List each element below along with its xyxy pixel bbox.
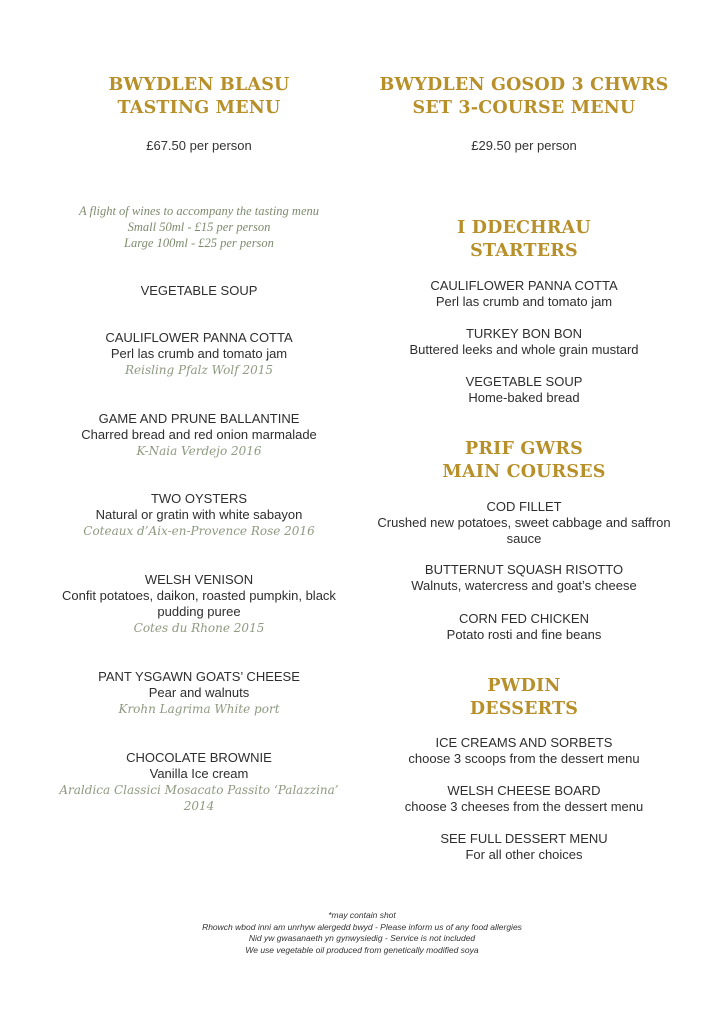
tasting-course (56, 330, 342, 378)
course-title: PANT YSGAWN GOATS’ CHEESE (98, 669, 300, 684)
tasting-course (56, 283, 342, 299)
item-title: ICE CREAMS AND SORBETS (435, 735, 613, 750)
menu-item (370, 783, 678, 815)
item-title: COD FILLET (486, 499, 562, 514)
course-wine-pairing: Coteaux d’Aix-en-Provence Rose 2016 (83, 524, 315, 538)
course-title: VEGETABLE SOUP (140, 283, 258, 298)
course-wine-pairing: K-Naia Verdejo 2016 (136, 444, 262, 458)
course-wine-pairing: Cotes du Rhone 2015 (133, 621, 265, 635)
item-title: TURKEY BON BON (465, 326, 583, 341)
main-courses-heading (370, 438, 678, 484)
menu-item (370, 499, 678, 547)
set-title-english: SET 3-COURSE MENU (412, 98, 636, 118)
tasting-course (34, 750, 364, 814)
footer-service-note: Nid yw gwasanaeth yn gynwysiedig - Service is not included (248, 933, 476, 943)
tasting-title-welsh: BWYDLEN BLASU (108, 75, 290, 95)
course-title: GAME AND PRUNE BALLANTINE (98, 411, 300, 426)
item-description: Walnuts, watercress and goat’s cheese (411, 578, 637, 593)
set-title-welsh: BWYDLEN GOSOD 3 CHWRS (379, 75, 669, 95)
course-title: WELSH VENISON (144, 572, 254, 587)
menu-item (370, 611, 678, 643)
course-title: TWO OYSTERS (150, 491, 248, 506)
tasting-title-english: TASTING MENU (117, 98, 281, 118)
menu-item (370, 562, 678, 594)
item-title: SEE FULL DESSERT MENU (440, 831, 608, 846)
section-title-welsh: PWDIN (487, 676, 561, 696)
menu-item (370, 326, 678, 358)
tasting-course (56, 411, 342, 459)
section-title-english: MAIN COURSES (442, 462, 606, 482)
wine-flight-small: Small 50ml - £15 per person (127, 220, 271, 234)
set-menu-price: £29.50 per person (471, 138, 577, 153)
item-description: choose 3 scoops from the dessert menu (408, 751, 640, 766)
tasting-course (58, 572, 340, 636)
section-title-welsh: PRIF GWRS (465, 439, 583, 459)
item-description: Crushed new potatoes, sweet cabbage and saffron sauce (377, 515, 671, 546)
item-title: VEGETABLE SOUP (465, 374, 583, 389)
course-description: Pear and walnuts (148, 685, 250, 700)
starters-heading (370, 217, 678, 263)
wine-flight-large: Large 100ml - £25 per person (124, 236, 274, 250)
desserts-heading (370, 675, 678, 721)
menu-item (370, 735, 678, 767)
footer-shot-note: *may contain shot (328, 910, 396, 920)
tasting-menu-heading (56, 74, 342, 120)
tasting-price: £67.50 per person (146, 138, 252, 153)
set-menu-heading (370, 74, 678, 120)
item-description: Perl las crumb and tomato jam (435, 294, 613, 309)
course-wine-pairing: Krohn Lagrima White port (118, 702, 280, 716)
wine-flight-note (56, 203, 342, 251)
item-title: BUTTERNUT SQUASH RISOTTO (424, 562, 624, 577)
course-description: Vanilla Ice cream (149, 766, 249, 781)
item-description: Home-baked bread (468, 390, 580, 405)
tasting-course (56, 669, 342, 717)
item-description: Buttered leeks and whole grain mustard (409, 342, 639, 357)
item-title: CAULIFLOWER PANNA COTTA (430, 278, 618, 293)
course-title: CHOCOLATE BROWNIE (126, 750, 272, 765)
footer-soya-note: We use vegetable oil produced from genetically modified soya (245, 944, 479, 955)
course-description: Perl las crumb and tomato jam (110, 346, 288, 361)
footer-allergy-note: Rhowch wbod inni am unrhyw alergedd bwyd - Please inform us of any food allergies (202, 921, 522, 932)
item-description: For all other choices (465, 847, 583, 862)
item-title: WELSH CHEESE BOARD (447, 783, 601, 798)
course-description: Natural or gratin with white sabayon (95, 507, 303, 522)
item-title: CORN FED CHICKEN (458, 611, 589, 626)
course-description: Confit potatoes, daikon, roasted pumpkin, black pudding puree (62, 588, 336, 619)
course-wine-pairing: Araldica Classici Mosacato Passito ‘Palazzina’ 2014 (59, 783, 339, 813)
section-title-english: DESSERTS (469, 699, 579, 719)
section-title-english: STARTERS (470, 241, 578, 261)
menu-item (370, 278, 678, 310)
menu-item (370, 374, 678, 406)
item-description: choose 3 cheeses from the dessert menu (404, 799, 644, 814)
tasting-course (56, 491, 342, 539)
course-title: CAULIFLOWER PANNA COTTA (105, 330, 293, 345)
wine-flight-line: A flight of wines to accompany the tasting menu (78, 204, 320, 218)
menu-item (370, 831, 678, 863)
item-description: Potato rosti and fine beans (446, 627, 602, 642)
menu-footer (0, 910, 724, 956)
course-description: Charred bread and red onion marmalade (81, 427, 317, 442)
section-title-welsh: I DDECHRAU (457, 218, 591, 238)
course-wine-pairing: Reisling Pfalz Wolf 2015 (124, 363, 274, 377)
